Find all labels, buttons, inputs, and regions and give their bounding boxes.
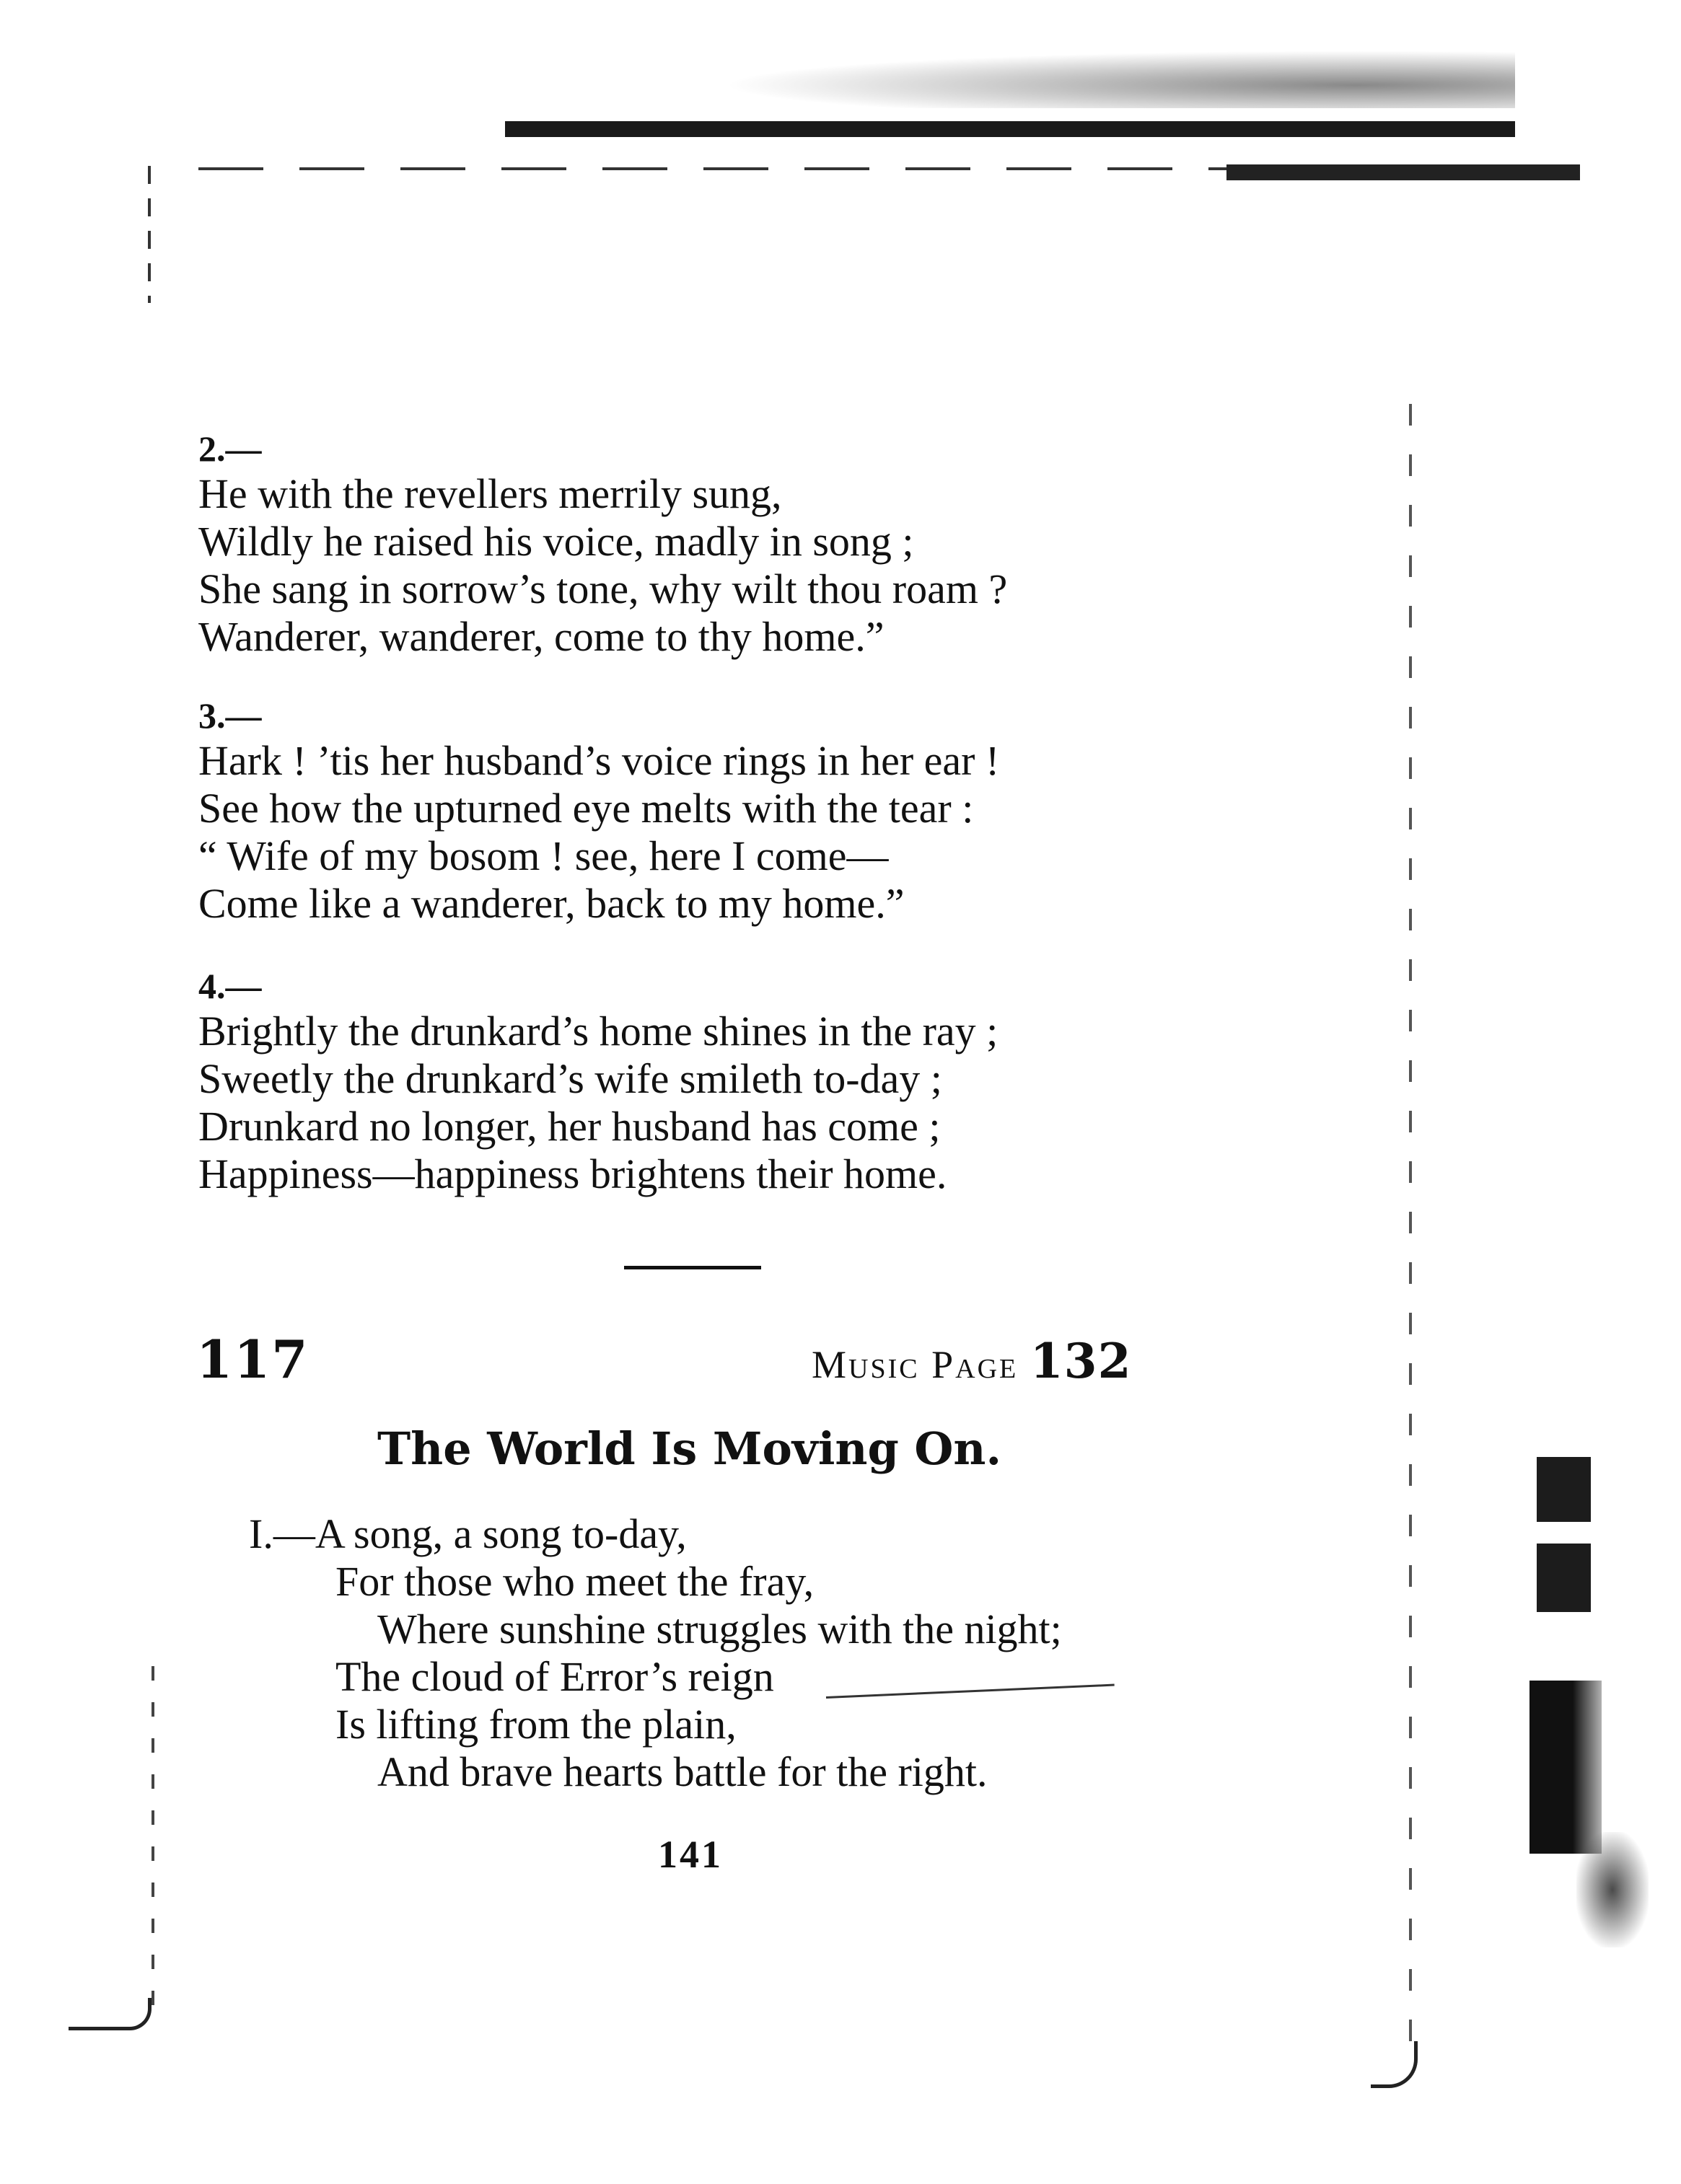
right-page-edge bbox=[1409, 404, 1412, 2056]
music-page-reference bbox=[812, 1333, 1132, 1389]
verse-line: She sang in sorrow’s tone, why wilt thou roam ? bbox=[198, 565, 1008, 612]
music-page-label: Music Page bbox=[812, 1343, 1019, 1386]
left-page-curl bbox=[69, 1998, 152, 2030]
page-number: 141 bbox=[658, 1833, 723, 1876]
verse-line: Sweetly the drunkard’s wife smileth to-day ; bbox=[198, 1055, 942, 1102]
hymn-line: Where sunshine struggles with the night; bbox=[377, 1606, 1062, 1652]
hymn-title: The World Is Moving On. bbox=[377, 1422, 1002, 1475]
scan-block bbox=[1576, 1832, 1649, 1947]
verse-line: Hark ! ’tis her husband’s voice rings in her ear ! bbox=[198, 737, 1000, 784]
left-margin-mark bbox=[148, 166, 151, 303]
right-page-curl bbox=[1371, 2041, 1418, 2088]
scan-smudge bbox=[721, 50, 1515, 108]
hymn-line: I.—A song, a song to-day, bbox=[249, 1510, 687, 1557]
verse-line: He with the revellers merrily sung, bbox=[198, 470, 782, 517]
section-divider bbox=[624, 1266, 761, 1269]
scan-block bbox=[1537, 1457, 1591, 1522]
top-rule-dark bbox=[1226, 164, 1580, 180]
hymn-line: The cloud of Error’s reign bbox=[335, 1653, 774, 1700]
scan-block bbox=[1537, 1544, 1591, 1612]
verse-line: See how the upturned eye melts with the tear : bbox=[198, 785, 974, 832]
verse-number: 2.— bbox=[198, 428, 262, 469]
verse-number: 3.— bbox=[198, 695, 262, 736]
verse-line: Wanderer, wanderer, come to thy home.” bbox=[198, 613, 885, 660]
verse-line: Wildly he raised his voice, madly in song ; bbox=[198, 518, 914, 565]
hymn-number: 117 bbox=[196, 1329, 310, 1390]
verse-2 bbox=[198, 427, 1007, 661]
verse-line: Drunkard no longer, her husband has come ; bbox=[198, 1103, 941, 1150]
scan-block bbox=[1529, 1681, 1602, 1854]
verse-line: Happiness—happiness brightens their home. bbox=[198, 1150, 947, 1197]
hymn-line: For those who meet the fray, bbox=[335, 1558, 815, 1605]
top-rule bbox=[505, 121, 1515, 137]
verse-line: Come like a wanderer, back to my home.” bbox=[198, 880, 905, 927]
verse-line: “ Wife of my bosom ! see, here I come— bbox=[198, 832, 889, 879]
verse-3 bbox=[198, 694, 999, 928]
left-page-edge bbox=[152, 1666, 154, 2012]
verse-number: 4.— bbox=[198, 966, 262, 1006]
pencil-mark bbox=[826, 1684, 1115, 1699]
music-page-number: 132 bbox=[1030, 1333, 1132, 1389]
hymn-line: And brave hearts battle for the right. bbox=[377, 1748, 988, 1795]
verse-4 bbox=[198, 964, 998, 1198]
hymn-line: Is lifting from the plain, bbox=[335, 1701, 737, 1748]
verse-line: Brightly the drunkard’s home shines in the ray ; bbox=[198, 1008, 998, 1054]
